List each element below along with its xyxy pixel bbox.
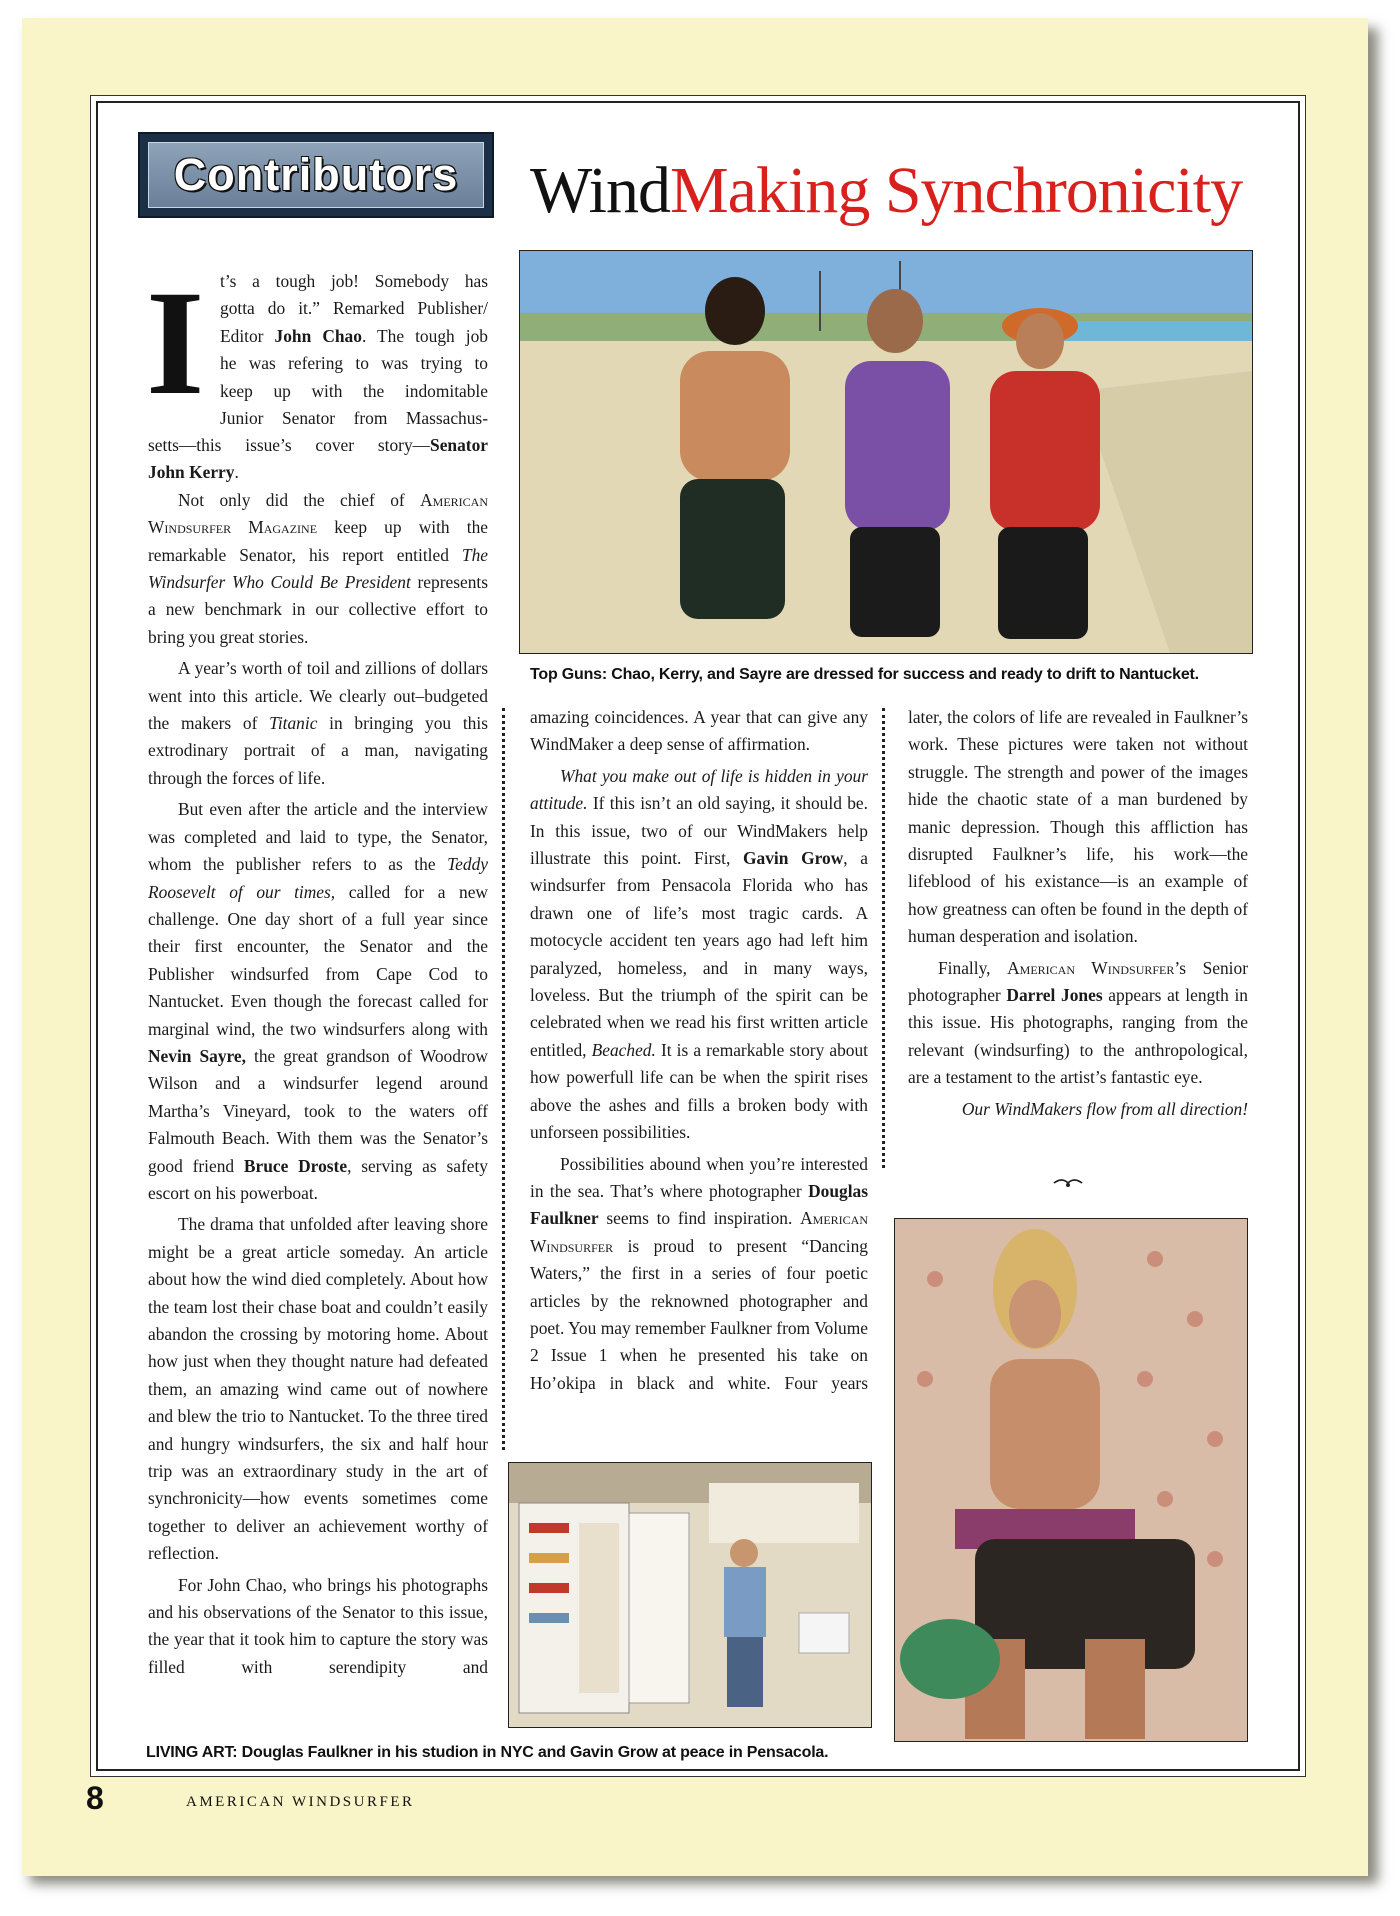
col3-darrel-jones: Darrel Jones bbox=[1006, 985, 1103, 1006]
intro-line-4: he was refering to was trying to bbox=[220, 353, 488, 374]
p2-c: represents a new benchmark in our collective effort to bring you great stories. bbox=[148, 572, 488, 647]
headline-part-red: Making Synchronicity bbox=[670, 154, 1243, 227]
portrait-photo bbox=[894, 1218, 1248, 1742]
section-badge bbox=[138, 132, 494, 218]
p3-a: A year’s worth of toil and zillions of dollars went into this article. We clearly out–budgeted the makers of bbox=[148, 658, 488, 734]
col2-beached: Beached. bbox=[591, 1039, 656, 1060]
col2-p3-c: is proud to present “Dancing Waters,” the first in a series of four poetic articles by the reknowned photographer and poet. You may remember Faulkner from Volume 2 Issue 1 when he presented his take on Ho’okipa in black and white. Four years bbox=[530, 1235, 868, 1393]
intro-line-7 bbox=[148, 432, 488, 459]
col3-body bbox=[908, 704, 1248, 1123]
col3-paragraph-2 bbox=[908, 955, 1248, 1092]
col2-p2-c: It is a remarkable story about how powerfull life can be when the spirit rises above the ashes and fills a broken body with unforseen possibilities. bbox=[530, 1039, 868, 1143]
col3-closing: Our WindMakers flow from all direction! bbox=[961, 1098, 1248, 1119]
intro-john-kerry: John Kerry bbox=[148, 462, 235, 483]
studio-photo bbox=[508, 1462, 872, 1728]
col2-paragraph-1: amazing coincidences. A year that can give any WindMaker a deep sense of affirmation. bbox=[530, 707, 868, 755]
col3-p2-a: Finally, bbox=[938, 957, 991, 978]
section-label: Contributors bbox=[173, 149, 459, 200]
col1-paragraph-3 bbox=[148, 655, 488, 792]
intro-line-3 bbox=[220, 323, 488, 350]
col2-p2-b: , a windsurfer from Pensacola Florida who has drawn one of life’s most tragic cards. A motocycle accident ten years ago had left him paralyzed, homeless, and in many ways, loveless. But the triumph of the spirit can be celebrated when we read his first written article entitled, bbox=[530, 848, 868, 1060]
col1-paragraph-6: For John Chao, who brings his photographs and his observations of the Senator to this issue, the year that it took him to capture the story was filled with serendipity and bbox=[148, 1574, 488, 1677]
p4-bruce-droste: Bruce Droste bbox=[243, 1155, 348, 1176]
column-divider-left bbox=[502, 708, 505, 1450]
column-divider-right bbox=[882, 708, 885, 1168]
col1-paragraph-2 bbox=[148, 487, 488, 651]
col3-p2-b: ’s Senior photographer bbox=[908, 957, 1248, 1006]
col1-body bbox=[148, 432, 488, 1681]
intro-after-john: . The tough job bbox=[361, 325, 488, 346]
col2-paragraph-3 bbox=[530, 1151, 868, 1398]
p4-c: the great grandson of Woodrow Wilson and a windsurfer legend around Martha’s Vineyard, took to the waters off Falmouth Beach. With them was the Senator’s good friend bbox=[148, 1045, 488, 1176]
col1-paragraph-4 bbox=[148, 796, 488, 1207]
p2-title: The Windsurfer Who Could Be President bbox=[148, 544, 488, 593]
col3-p2-c: appears at length in this issue. His photographs, ranging from the relevant (windsurfing) to the anthropological, are a testament to the artist’s fantastic eye. bbox=[908, 985, 1248, 1088]
beach-scene-illustration bbox=[520, 251, 1252, 653]
p2-b: keep up with the remarkable Senator, his report entitled bbox=[148, 517, 488, 565]
col3-paragraph-1: later, the colors of life are revealed in Faulkner’s work. These pictures were taken not without struggle. The strength and power of the images hide the chaotic state of a man burdened by manic depression. Though this affliction has disrupted Faulkner’s life, his work—the lifeblood of his existance—is an example of how greatness can often be found in the depth of human desperation and isolation. bbox=[908, 707, 1248, 947]
col2-p3-b: seems to find inspiration. bbox=[606, 1208, 793, 1229]
intro-line-5: keep up with the indomitable bbox=[220, 380, 488, 401]
intro-line-2: gotta do it.” Remarked Publisher/ bbox=[220, 298, 488, 319]
p2-magazine: American Windsurfer Magazine bbox=[148, 489, 488, 538]
section-badge-inner bbox=[148, 142, 484, 208]
ornament-icon bbox=[1052, 1176, 1084, 1190]
intro-line-1: t’s a tough job! Somebody has bbox=[220, 271, 488, 291]
headline-part-black: Wind bbox=[530, 154, 670, 227]
drop-cap: I bbox=[146, 260, 205, 426]
col2-douglas-faulkner: Douglas Faulkner bbox=[530, 1180, 868, 1229]
page-number: 8 bbox=[86, 1780, 104, 1816]
intro-editor: Editor bbox=[220, 325, 264, 346]
bottom-photos-caption: LIVING ART: Douglas Faulkner in his studion in NYC and Gavin Grow at peace in Pensacola. bbox=[146, 1744, 829, 1761]
top-photo-caption: Top Guns: Chao, Kerry, and Sayre are dressed for success and ready to drift to Nantucket. bbox=[530, 666, 1199, 683]
p3-titanic: Titanic bbox=[269, 713, 318, 734]
intro-end: . bbox=[234, 462, 239, 483]
studio-illustration bbox=[509, 1463, 871, 1727]
col2-body bbox=[530, 704, 868, 1397]
portrait-illustration bbox=[895, 1219, 1247, 1741]
col3-magazine: American Windsurfer bbox=[1007, 957, 1175, 978]
col2-magazine: American Windsurfer bbox=[530, 1208, 868, 1256]
p4-a: But even after the article and the interview was completed and laid to type, the Senator, whom the publisher refers to as the bbox=[148, 799, 488, 875]
intro-line-6: Junior Senator from Massachus- bbox=[220, 408, 488, 429]
p2-attitude: What you make out of life is hidden in your attitude. bbox=[530, 765, 868, 814]
intro-line-8 bbox=[148, 459, 488, 486]
p3-b: in bringing you this extrodinary portrait of a man, navigating through the forces of life. bbox=[148, 713, 488, 788]
p2-a: Not only did the chief of bbox=[178, 489, 405, 510]
p4-teddy: Teddy Roosevelt of our times, bbox=[148, 854, 488, 902]
col2-paragraph-2 bbox=[530, 763, 868, 1147]
headline bbox=[530, 154, 1243, 227]
intro-john-chao: John Chao bbox=[274, 325, 362, 346]
col2-p2-a: If this isn’t an old saying, it should be. In this issue, two of our WindMakers help illustrate this point. First, bbox=[530, 793, 868, 869]
p4-d: , serving as safety escort on his powerboat. bbox=[148, 1155, 488, 1203]
intro-senator: Senator bbox=[430, 435, 488, 455]
p4-nevin-sayre: Nevin Sayre, bbox=[148, 1045, 246, 1066]
col2-p3-a: Possibilities abound when you’re interested in the sea. That’s where photographer bbox=[530, 1153, 868, 1201]
p4-b: called for a new challenge. One day short of a full year since their first encounter, the Senator and the Publisher windsurfed from Cape Cod to Nantucket. Even though the forecast called for marginal wind, the two windsurfers along with bbox=[148, 881, 488, 1039]
magazine-name: AMERICAN WINDSURFER bbox=[186, 1794, 415, 1810]
col1-intro-indented bbox=[220, 268, 488, 432]
top-photo bbox=[519, 250, 1253, 654]
col2-gavin-grow: Gavin Grow bbox=[742, 848, 844, 869]
col1-paragraph-5: The drama that unfolded after leaving shore might be a great article someday. An article about how the wind died completely. About how the team lost their chase boat and couldn’t easily abandon the crossing by motoring home. About how just when they thought nature had defeated them, an amazing wind came out of nowhere and blew the trio to Nantucket. To the three tired and hungry windsurfers, the six and half hour trip was an extraordinary study in the art of synchronicity—how events sometimes come together to deliver an achievement worthy of reflection. bbox=[148, 1214, 488, 1564]
intro-cover-story: setts—this issue’s cover story— bbox=[148, 435, 431, 455]
